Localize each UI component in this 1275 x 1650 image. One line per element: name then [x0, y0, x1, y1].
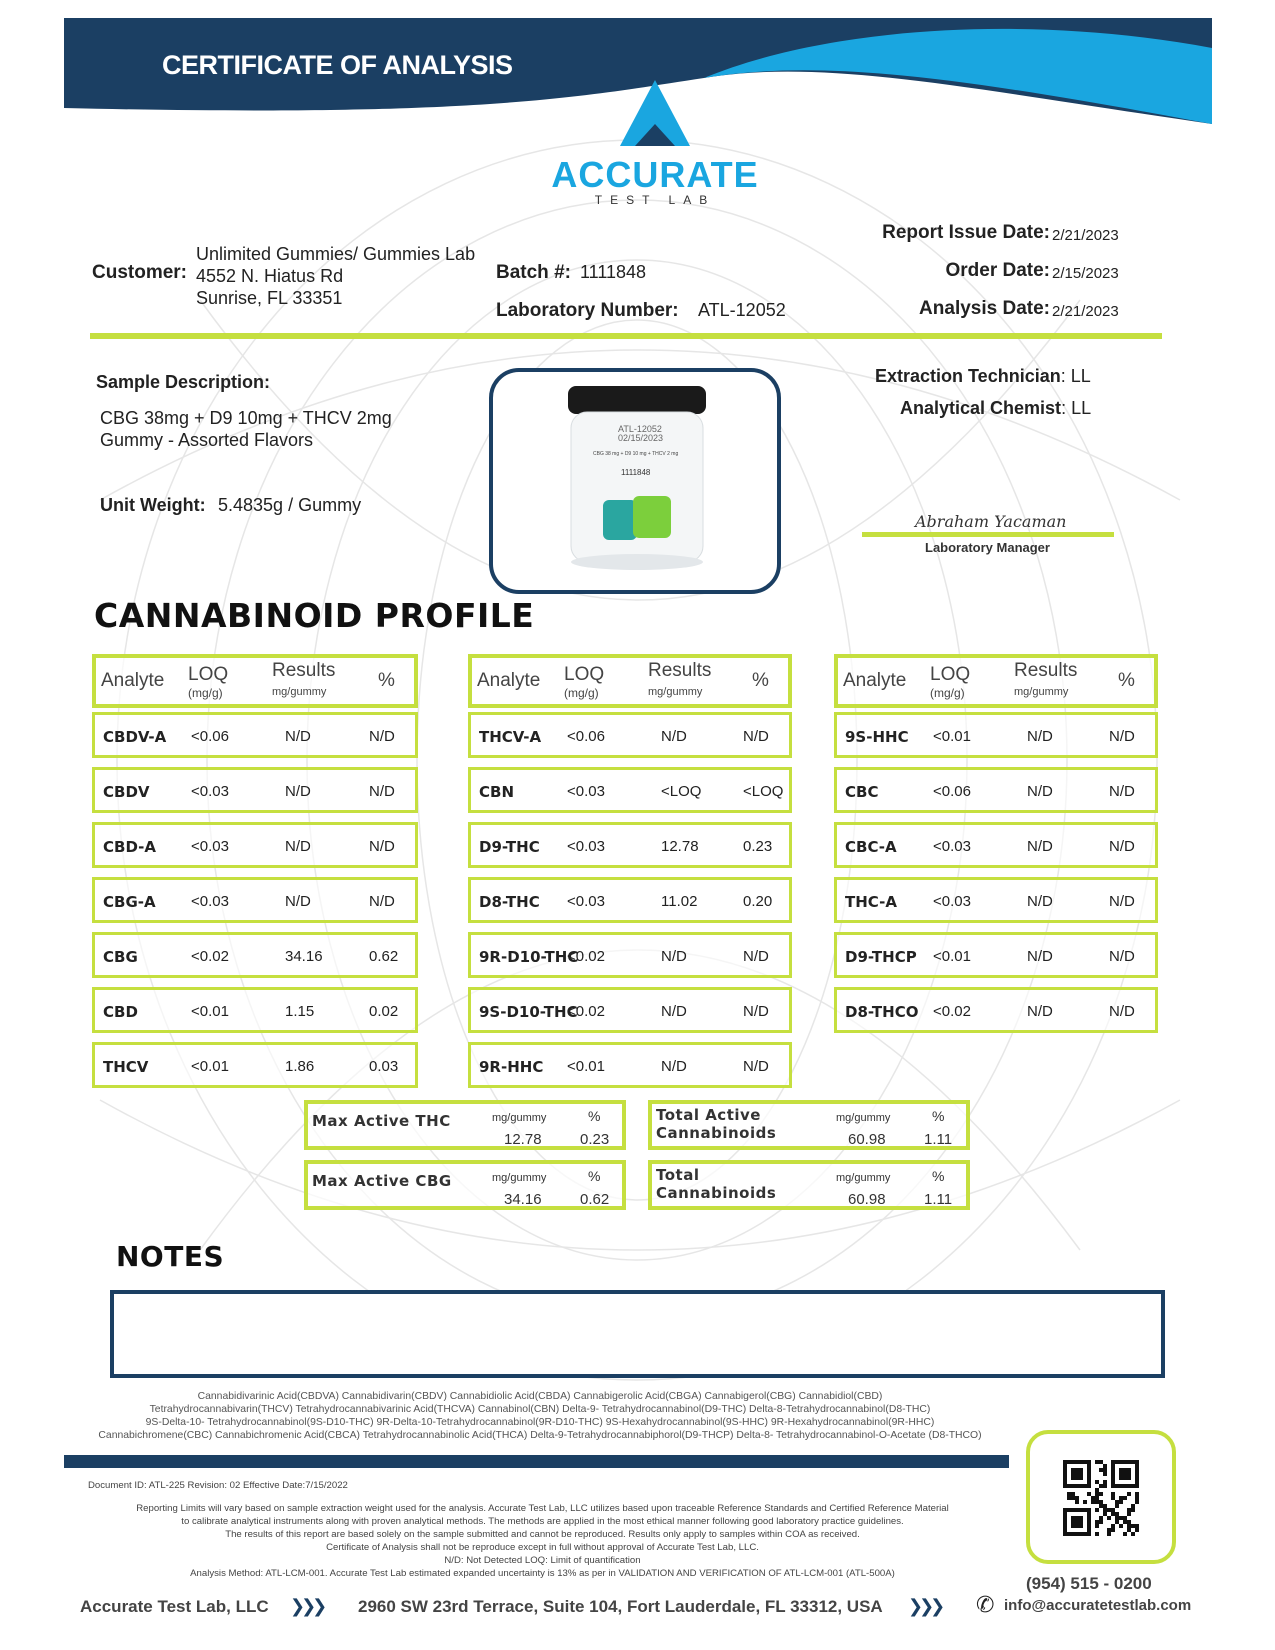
disclaimer-line: Certificate of Analysis shall not be reproduce except in full without approval of Accurate Test Lab, LLC. — [326, 1542, 759, 1553]
analyte-name: 9R-HHC — [479, 1058, 544, 1076]
analyte-result: N/D — [285, 838, 311, 855]
header-loq: LOQ — [564, 664, 605, 685]
total-box — [648, 1100, 970, 1150]
analyte-result: 11.02 — [661, 893, 698, 910]
analyte-loq: <0.06 — [567, 728, 605, 745]
total-percent-label: % — [588, 1168, 601, 1184]
jar-label-date: 02/15/2023 — [618, 433, 664, 443]
analyte-percent: N/D — [1109, 893, 1135, 910]
table-row — [834, 877, 1158, 923]
analyte-loq: <0.02 — [191, 948, 229, 965]
phone-icon: ✆ — [976, 1592, 995, 1617]
analyte-name: THCV — [103, 1058, 149, 1076]
legend-line: 9S-Delta-10- Tetrahydrocannabinol(9S-D10-THC) 9R-Delta-10-Tetrahydrocannabinol(9R-D10-THC) 9S-Hexahydrocannabinol(9S-HHC) 9R-Hexahydrocannabinol(9R-HHC) — [145, 1417, 935, 1428]
analyte-percent: <LOQ — [743, 783, 784, 800]
analyte-result: <LOQ — [661, 783, 702, 800]
analyte-name: D9-THC — [479, 838, 540, 856]
company-logo — [550, 78, 760, 208]
total-unit: mg/gummy — [492, 1172, 547, 1184]
analyte-loq: <0.02 — [933, 1003, 971, 1020]
total-percent-label: % — [932, 1168, 945, 1184]
customer-label: Customer: — [92, 262, 188, 283]
analyte-name: D8-THCO — [845, 1003, 919, 1021]
analyte-loq: <0.03 — [567, 838, 605, 855]
analyte-loq: <0.03 — [191, 838, 229, 855]
sample-jar-image — [493, 372, 777, 590]
footer-email[interactable]: info@accuratetestlab.com — [1004, 1597, 1192, 1614]
table-header — [834, 654, 1158, 708]
signature-line — [862, 532, 1114, 537]
analyte-loq: <0.01 — [191, 1058, 229, 1075]
customer-name: Unlimited Gummies/ Gummies Lab — [196, 244, 476, 264]
analyte-result: 1.15 — [285, 1003, 315, 1020]
analyte-percent: 0.62 — [369, 948, 399, 965]
notes-box — [110, 1290, 1165, 1378]
table-row — [468, 767, 792, 813]
analyte-percent: N/D — [743, 1058, 769, 1075]
table-row — [834, 932, 1158, 978]
header-analyte: Analyte — [843, 670, 907, 691]
analyte-percent: 0.23 — [743, 838, 773, 855]
header-results: Results — [1014, 660, 1078, 681]
analyte-result: 1.86 — [285, 1058, 315, 1075]
disclaimer-line: to calibrate analytical instruments along with proven analytical methods. The methods are applied in the most ethical manner following good laboratory practice guidelines. — [181, 1516, 904, 1527]
customer-address-2: Sunrise, FL 33351 — [196, 288, 343, 308]
analyte-name: CBC — [845, 783, 879, 801]
disclaimer-line: The results of this report are based solely on the sample submitted and cannot be reproduced. Results only apply to samples within COA as received. — [225, 1529, 860, 1540]
analysis-date-label: Analysis Date: — [919, 298, 1050, 319]
analyte-percent: N/D — [369, 838, 395, 855]
customer-address-1: 4552 N. Hiatus Rd — [196, 266, 344, 286]
total-box — [304, 1160, 626, 1210]
header-percent: % — [1118, 670, 1135, 691]
total-unit: mg/gummy — [492, 1112, 547, 1124]
analyte-percent: N/D — [1109, 948, 1135, 965]
qr-code-icon — [1063, 1460, 1139, 1536]
analyte-name: CBD — [103, 1003, 138, 1021]
header-analyte: Analyte — [477, 670, 541, 691]
logo-wordmark: ACCURATE — [551, 154, 759, 195]
disclaimer — [70, 1502, 1015, 1580]
analyte-name: 9S-D10-THC — [479, 1003, 578, 1021]
analyte-name: D8-THC — [479, 893, 540, 911]
analyte-loq: <0.06 — [191, 728, 229, 745]
logo-triangle-icon — [550, 78, 760, 154]
table-row — [92, 822, 418, 868]
total-name: Total — [656, 1166, 700, 1184]
analyte-loq: <0.01 — [567, 1058, 605, 1075]
table-row — [468, 932, 792, 978]
analyte-result: 12.78 — [661, 838, 699, 855]
analyte-result: N/D — [1027, 838, 1053, 855]
table-row — [92, 1042, 418, 1088]
qr-code-frame[interactable] — [1026, 1430, 1176, 1564]
analyte-result: N/D — [285, 728, 311, 745]
analysis-date-value: 2/21/2023 — [1052, 303, 1119, 320]
analyte-percent: N/D — [1109, 1003, 1135, 1020]
lab-number-label: Laboratory Number: — [496, 300, 679, 321]
notes-title: NOTES — [116, 1240, 225, 1273]
total-unit: mg/gummy — [836, 1172, 891, 1184]
total-box — [304, 1100, 626, 1150]
total-value: 34.16 — [504, 1191, 542, 1208]
analyte-loq: <0.03 — [933, 893, 971, 910]
batch-label: Batch #: — [496, 262, 571, 283]
legend-line: Cannabichromene(CBC) Cannabichromenic Acid(CBCA) Tetrahydrocannabinolic Acid(THCA) Delta-9-Tetrahydrocannabiphorol(D9-THCP) Delta-8- Tetrahydrocannabinol-O-Acetate (D8-THCO) — [98, 1430, 982, 1441]
total-value: 60.98 — [848, 1131, 886, 1148]
table-row — [834, 767, 1158, 813]
disclaimer-line: Analysis Method: ATL-LCM-001. Accurate Test Lab estimated expanded uncertainty is 13% as per in VALIDATION AND VERIFICATION OF ATL-LCM-001 (ATL-500A) — [190, 1568, 895, 1579]
analyte-percent: N/D — [369, 893, 395, 910]
total-percent: 1.11 — [924, 1131, 953, 1148]
analyte-loq: <0.02 — [567, 1003, 605, 1020]
jar-label-lab-number: ATL-12052 — [618, 424, 662, 434]
analyte-result: N/D — [285, 783, 311, 800]
table-row — [468, 712, 792, 758]
header-percent: % — [378, 670, 395, 691]
legend-line: Cannabidivarinic Acid(CBDVA) Cannabidivarin(CBDV) Cannabidiolic Acid(CBDA) Cannabigerolic Acid(CBGA) Cannabigerol(CBG) Cannabidiol(CBD) — [197, 1391, 883, 1402]
analyte-loq: <0.02 — [567, 948, 605, 965]
table-row — [468, 877, 792, 923]
analyte-loq: <0.03 — [567, 893, 605, 910]
analyte-name: 9R-D10-THC — [479, 948, 579, 966]
cannabinoid-profile-title: CANNABINOID PROFILE — [94, 596, 535, 635]
batch-value: 1111848 — [580, 262, 647, 282]
header-loq-unit: (mg/g) — [930, 686, 965, 700]
sample-description-line-2: Gummy - Assorted Flavors — [100, 430, 314, 450]
table-row — [468, 987, 792, 1033]
analyte-result: N/D — [661, 948, 687, 965]
analyte-loq: <0.01 — [191, 1003, 229, 1020]
analyte-percent: 0.03 — [369, 1058, 399, 1075]
table-row — [834, 822, 1158, 868]
report-date-label: Report Issue Date: — [882, 222, 1050, 243]
extraction-technician-label: Extraction Technician: LL — [875, 366, 1091, 386]
header-results-unit: mg/gummy — [648, 686, 703, 698]
total-box — [648, 1160, 970, 1210]
table-row — [92, 987, 418, 1033]
order-date-label: Order Date: — [945, 260, 1050, 281]
footer-company: Accurate Test Lab, LLC — [80, 1597, 269, 1616]
logo-subtitle: TEST LAB — [594, 193, 716, 207]
analyte-name: 9S-HHC — [845, 728, 909, 746]
analyte-loq: <0.03 — [191, 893, 229, 910]
jar-label-batch: 1111848 — [621, 468, 651, 477]
header-divider — [90, 333, 1162, 339]
chevron-right-icon: ❯❯❯ — [908, 1596, 942, 1616]
analyte-name: CBG-A — [103, 893, 156, 911]
lab-number-value: ATL-12052 — [698, 300, 786, 320]
header-results: Results — [272, 660, 336, 681]
analyte-loq: <0.01 — [933, 948, 971, 965]
abbreviation-legend — [60, 1390, 1020, 1442]
analyte-name: CBDV-A — [103, 728, 167, 746]
total-name-line-2: Cannabinoids — [656, 1124, 777, 1142]
analyte-loq: <0.03 — [933, 838, 971, 855]
analyte-result: N/D — [285, 893, 311, 910]
analyte-result: N/D — [1027, 728, 1053, 745]
header-analyte: Analyte — [101, 670, 165, 691]
total-name-line-2: Cannabinoids — [656, 1184, 777, 1202]
sample-description-line-1: CBG 38mg + D9 10mg + THCV 2mg — [100, 408, 392, 428]
unit-weight-value: 5.4835g / Gummy — [218, 495, 362, 515]
table-header — [92, 654, 418, 708]
analyte-percent: N/D — [369, 728, 395, 745]
table-header — [468, 654, 792, 708]
header-loq-unit: (mg/g) — [188, 686, 223, 700]
total-name: Max Active CBG — [312, 1172, 452, 1190]
footer-address: 2960 SW 23rd Terrace, Suite 104, Fort Lauderdale, FL 33312, USA — [358, 1597, 883, 1616]
analyte-result: N/D — [1027, 1003, 1053, 1020]
total-name: Max Active THC — [312, 1112, 451, 1130]
disclaimer-line: N/D: Not Detected LOQ: Limit of quantification — [444, 1555, 641, 1566]
analyte-percent: 0.02 — [369, 1003, 399, 1020]
unit-weight-label: Unit Weight: — [100, 495, 206, 515]
analyte-name: CBG — [103, 948, 138, 966]
table-row — [468, 822, 792, 868]
analyte-loq: <0.06 — [933, 783, 971, 800]
analyte-result: N/D — [661, 728, 687, 745]
analyte-result: N/D — [661, 1058, 687, 1075]
analyte-percent: N/D — [1109, 783, 1135, 800]
analyte-percent: N/D — [743, 1003, 769, 1020]
total-percent-label: % — [588, 1108, 601, 1124]
document-title: CERTIFICATE OF ANALYSIS — [162, 50, 513, 80]
total-percent: 1.11 — [924, 1191, 953, 1208]
chevron-right-icon: ❯❯❯ — [290, 1596, 324, 1616]
analyte-percent: N/D — [743, 728, 769, 745]
analyte-loq: <0.03 — [191, 783, 229, 800]
total-percent-label: % — [932, 1108, 945, 1124]
table-row — [92, 877, 418, 923]
total-percent: 0.62 — [580, 1191, 610, 1208]
document-info: Document ID: ATL-225 Revision: 02 Effective Date:7/15/2022 — [88, 1480, 348, 1491]
table-row — [92, 932, 418, 978]
analyte-result: N/D — [661, 1003, 687, 1020]
analyte-loq: <0.03 — [567, 783, 605, 800]
table-row — [834, 987, 1158, 1033]
legend-line: Tetrahydrocannabivarin(THCV) Tetrahydrocannabivarinic Acid(THCVA) Cannabinol(CBN) Delta-9- Tetrahydrocannabinol(D9-THC) Delta-8-Tetrahydrocannabinol(D8-THC) — [149, 1404, 931, 1415]
report-date-value: 2/21/2023 — [1052, 227, 1119, 244]
analyte-name: CBN — [479, 783, 514, 801]
jar-label-description: CBG 38 mg + D9 10 mg + THCV 2 mg — [593, 451, 679, 457]
disclaimer-line: Reporting Limits will vary based on sample extraction weight used for the analysis. Accurate Test Lab, LLC utilizes based upon traceable Reference Standards and Certified Reference Material — [136, 1503, 949, 1514]
analyte-name: CBDV — [103, 783, 150, 801]
order-date-value: 2/15/2023 — [1052, 265, 1119, 282]
analyte-percent: N/D — [1109, 728, 1135, 745]
analyte-name: D9-THCP — [845, 948, 917, 966]
total-percent: 0.23 — [580, 1131, 610, 1148]
analyte-result: N/D — [1027, 893, 1053, 910]
manager-signature: Abraham Yacaman — [915, 512, 1067, 531]
sample-photo — [489, 368, 781, 594]
table-row — [468, 1042, 792, 1088]
total-name: Total Active — [656, 1106, 761, 1124]
table-row — [92, 712, 418, 758]
header-loq: LOQ — [930, 664, 971, 685]
total-value: 60.98 — [848, 1191, 886, 1208]
analyte-result: N/D — [1027, 783, 1053, 800]
footer-divider-bar — [64, 1455, 1009, 1468]
header-loq: LOQ — [188, 664, 229, 685]
header-results-unit: mg/gummy — [1014, 686, 1069, 698]
analyte-percent: N/D — [743, 948, 769, 965]
analyte-name: CBD-A — [103, 838, 157, 856]
sample-description-label: Sample Description: — [96, 372, 271, 392]
footer-phone[interactable]: (954) 515 - 0200 — [1026, 1574, 1152, 1593]
table-row — [92, 767, 418, 813]
header-results: Results — [648, 660, 712, 681]
analyte-loq: <0.01 — [933, 728, 971, 745]
total-unit: mg/gummy — [836, 1112, 891, 1124]
header-loq-unit: (mg/g) — [564, 686, 599, 700]
table-row — [834, 712, 1158, 758]
analyte-result: 34.16 — [285, 948, 323, 965]
analyte-name: THCV-A — [479, 728, 542, 746]
analytical-chemist-label: Analytical Chemist: LL — [900, 398, 1092, 418]
analyte-result: N/D — [1027, 948, 1053, 965]
header-results-unit: mg/gummy — [272, 686, 327, 698]
analyte-percent: N/D — [1109, 838, 1135, 855]
manager-title: Laboratory Manager — [925, 540, 1050, 555]
total-value: 12.78 — [504, 1131, 542, 1148]
analyte-name: THC-A — [845, 893, 897, 911]
analyte-percent: 0.20 — [743, 893, 773, 910]
analyte-percent: N/D — [369, 783, 395, 800]
analyte-name: CBC-A — [845, 838, 897, 856]
header-percent: % — [752, 670, 769, 691]
